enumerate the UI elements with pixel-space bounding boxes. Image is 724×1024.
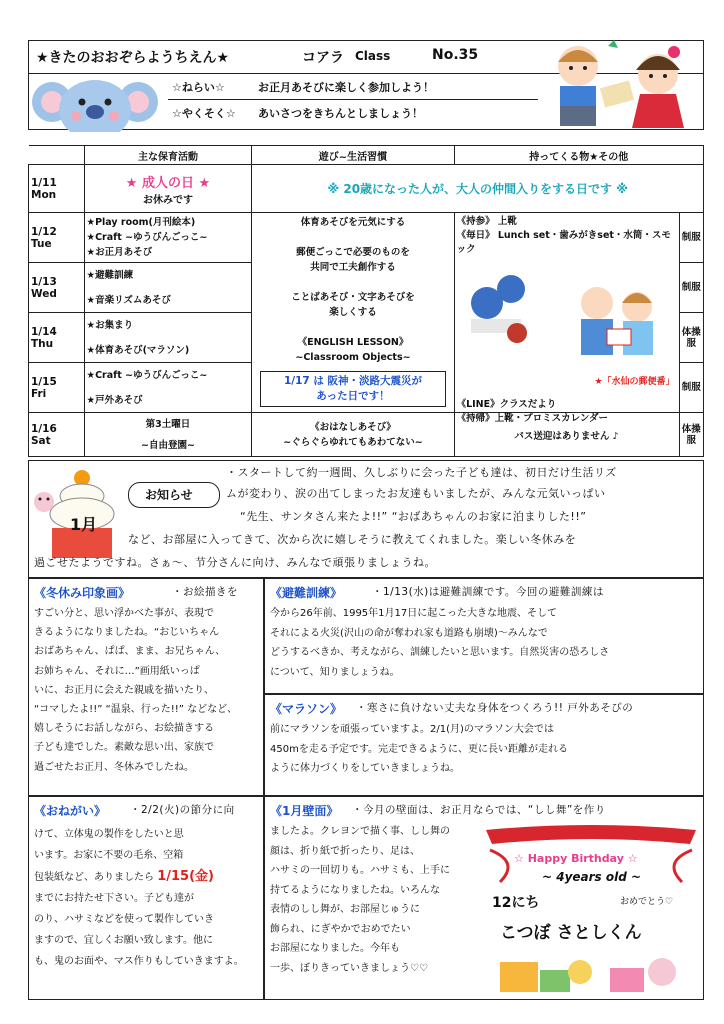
wall-line: ハサミの一回切りも。ハサミも、上手に [270, 865, 450, 876]
play-cell [252, 213, 454, 413]
winter-line: きるようになりましたね。“おじいちゃん [34, 627, 220, 639]
play-line: 共同で工夫創作する [310, 262, 396, 273]
day-cell: 1/11 Mon [29, 165, 85, 213]
story-title: 《おはなしあそび》 [310, 421, 396, 433]
notice-title: お知らせ [145, 488, 193, 502]
activity-item: ★Craft ~ゆうびんごっこ~ [86, 232, 208, 243]
bus-cell: バス送迎はありません ♪ [454, 413, 679, 457]
play-line: 体育あそびを元気にする [300, 217, 406, 228]
uniform-cell: 制服 [679, 263, 703, 313]
marathon-line: ・寒さに負けない丈夫な身体をつくろう!! 戸外あそびの [356, 702, 634, 714]
play-line: ことばあそび・文字あそびを [291, 292, 415, 303]
marathon-line: 前にマラソンを頑張っていますよ。2/1(月)のマラソン大会では [270, 724, 554, 735]
wall-line: 表情のしし舞が、お部屋じゅうに [270, 904, 420, 915]
request-title: 《おねがい》 [34, 804, 107, 818]
activity-cell [84, 313, 252, 363]
activity-item: ~自由登園~ [141, 439, 195, 451]
notice-line: など、お部屋に入ってきて、次から次に嬉しそうに教えてくれました。楽しい冬休みを [128, 533, 577, 546]
request-line: までにお持たせ下さい。子ども達が [34, 893, 194, 904]
wall-line: ・今月の壁面は、お正月ならでは、“しし舞”を作り [352, 804, 606, 816]
birthday-card [480, 822, 702, 996]
holiday-title: ★ 成人の日 ★ [125, 175, 211, 191]
drill-line: ・1/13(水)は避難訓練です。今回の避難訓練は [372, 586, 604, 598]
notice-line: ムが変わり、涙の出てしまったお友達もいましたが、みんな元気いっぱい [226, 487, 606, 500]
request-line: けて、立体鬼の製作をしたいと思 [34, 829, 184, 840]
wall-line: 飾られ、にぎやかでおめでたい [270, 923, 411, 935]
corner-cell [29, 146, 85, 165]
memorial-line-1: 1/17 は 阪神・淡路大震災が [283, 375, 423, 387]
request-line-with-deadline [34, 866, 262, 888]
uniform-cell: 体操服 [679, 313, 703, 363]
postman-illustration [457, 263, 677, 373]
winter-title: 《冬休み印象画》 [34, 586, 131, 600]
activity-item: ★避難訓練 [86, 269, 134, 281]
winter-line: おばあちゃん、ぱぱ、まま、お兄ちゃん、 [34, 646, 226, 658]
bring-cell [454, 213, 679, 424]
winter-line: お姉ちゃん、それに…”画用紙いっぱ [34, 665, 200, 677]
schedule-table [28, 145, 704, 457]
memorial-box [260, 371, 445, 407]
col-header-activities: 主な保育活動 [84, 146, 252, 165]
header-divider-2 [168, 99, 538, 100]
poster-label: ★「水仙の郵便番」 [594, 377, 675, 387]
request-line: います。お家に不要の毛糸、空箱 [34, 850, 184, 861]
marathon-body [270, 720, 702, 779]
request-line: も、鬼のお面や、マス作りもしていきますよ。 [34, 956, 244, 967]
wall-line: 持てるようになりましたね。いろんな [270, 884, 440, 896]
aim-label: ☆ねらい☆ [172, 81, 225, 94]
play-line: 郵便ごっこで必要のものを [296, 247, 410, 258]
drill-line: それによる火災(沢山の命が奪われ家も道路も崩壊)～みんなで [270, 627, 548, 639]
col-header-play: 遊び~生活習慣 [252, 146, 454, 165]
memorial-line-2: あった日です！ [316, 390, 390, 402]
winter-line: 子ども達でした。素敵な思い出、家族で [34, 742, 214, 754]
request-line: ますので、宜しくお願い致します。他に [34, 935, 213, 946]
activity-item: ★体育あそび(マラソン) [86, 344, 190, 356]
col-header-bring: 持ってくる物★その他 [454, 146, 703, 165]
birthday-date: 12にち [492, 895, 540, 911]
new-year-kids-illustration [538, 36, 704, 132]
wall-line: 顔は、折り紙で折ったり、足は、 [270, 845, 420, 857]
promise-label: ☆やくそく☆ [172, 107, 236, 120]
winter-line: “コマしたよ!!” “温泉、行った!!” などなど、 [34, 704, 238, 716]
day-cell: 1/16 Sat [29, 413, 85, 457]
bring-line: 《LINE》クラスだより [456, 399, 557, 410]
winter-line: 嬉しそうにお話しながら、お絵描きする [34, 723, 214, 735]
day-cell: 1/15 Fri [29, 363, 85, 413]
uniform-cell: 制服 [679, 213, 703, 263]
notice-line: ・スタートして約一週間、久しぶりに会った子ども達は、初日だけ生活リズ [226, 466, 617, 479]
wall-line: ましたよ。クレヨンで描く事、しし舞の [270, 826, 450, 837]
wall-line: 一歩、ぼりきっていきましょう♡♡ [270, 962, 428, 974]
notice-line: “先生、サンタさん来たよ!!” “おばあちゃんのお家に泊まりした!!” [240, 510, 587, 523]
holiday-sub: お休みです [142, 194, 193, 206]
play-line: 《ENGLISH LESSON》 [297, 337, 409, 348]
activity-item: 第3土曜日 [145, 418, 191, 430]
play-line: ~Classroom Objects~ [295, 352, 411, 363]
marathon-title: 《マラソン》 [270, 702, 343, 716]
wall-body [270, 822, 480, 978]
bring-jisan: 《持参》 上靴 [456, 216, 517, 227]
request-line: のり、ハサミなどを使って製作していき [34, 914, 214, 925]
wall-title: 《1月壁面》 [270, 804, 339, 818]
issue-number: No.35 [432, 47, 479, 63]
school-name: ★きたのおおぞらようちえん★ [36, 50, 230, 66]
drill-line: について、知りましょうね。 [270, 666, 400, 678]
holiday-cell [84, 165, 252, 213]
bring-mochikaeri: 《持帰》上靴・プロミスカレンダー [456, 413, 608, 424]
promise-text: あいさつをきちんとしましょう！ [258, 107, 423, 120]
activity-cell [84, 213, 252, 263]
day-cell: 1/13 Wed [29, 263, 85, 313]
request-line: ・2/2(火)の節分に向 [130, 804, 235, 816]
deadline-date: 1/15(金) [157, 869, 214, 884]
notice-line: 過ごせたようですね。さぁ〜、节分さんに向け、みんなで頑張りましょうね。 [34, 556, 437, 569]
drill-line: 今から26年前、1995年1月17日に起こった大きな地震、そして [270, 608, 558, 619]
uniform-cell: 体操服 [679, 413, 703, 457]
winter-line: すごい分と、思い浮かべた事が、表現で [34, 608, 214, 619]
activity-cell [84, 413, 252, 457]
story-cell [252, 413, 454, 457]
day-cell: 1/12 Tue [29, 213, 85, 263]
wall-line: お部屋になりました。今年も [270, 943, 400, 954]
holiday-note: ※ 20歳になった人が、大人の仲間入りをする日です ※ [252, 165, 704, 213]
month-badge: 1月 [70, 515, 98, 534]
bring-mainichi: 《毎日》 Lunch set・歯みがきset・水筒・スモック [456, 230, 671, 255]
day-cell: 1/14 Thu [29, 313, 85, 363]
birthday-age: ~ 4years old ~ [542, 870, 642, 884]
activity-cell [84, 363, 252, 413]
birthday-name: こつぼ さとしくん [500, 923, 642, 943]
activity-item: ★Craft ~ゆうびんごっこ~ [86, 369, 208, 381]
activity-item: ★お集まり [86, 319, 134, 331]
class-name: コアラ [302, 50, 344, 66]
request-line: 包装紙など、ありましたら [34, 872, 154, 883]
drill-line: どうするべきか、考えながら、訓練したいと思います。自然災害の恐ろしさ [270, 647, 610, 658]
activity-cell [84, 263, 252, 313]
activity-item: ★Play room(月刊絵本) [86, 217, 196, 228]
activity-item: ★音楽リズムあそび [86, 294, 171, 306]
uniform-cell: 制服 [679, 363, 703, 413]
birthday-title: ☆ Happy Birthday ☆ [514, 852, 638, 865]
winter-line: ・お絵描きを [172, 586, 238, 598]
activity-item: ★お正月あそび [86, 247, 153, 258]
marathon-line: 450mを走る予定です。完走できるように、更に長い距離が走れる [270, 743, 569, 755]
winter-line: 過ごせたお正月、冬休みでしたね。 [34, 761, 194, 773]
koala-icon [30, 72, 160, 132]
drill-title: 《避難訓練》 [270, 586, 343, 600]
birthday-omedeto: おめでとう♡ [620, 897, 674, 907]
winter-body [34, 604, 262, 777]
request-body [34, 824, 262, 972]
marathon-line: ように体力づくりをしていきましょうね。 [270, 763, 460, 774]
winter-line: いに、お正月に会えた親戚を描いたり、 [34, 684, 214, 696]
aim-text: お正月あそびに楽しく参加しよう！ [258, 81, 434, 94]
drill-body [270, 604, 702, 682]
class-word: Class [355, 49, 391, 63]
story-sub: ~ぐらぐらゆれてもあわてない~ [283, 436, 423, 448]
play-line: 楽しくする [329, 307, 377, 318]
activity-item: ★戸外あそび [86, 394, 143, 406]
